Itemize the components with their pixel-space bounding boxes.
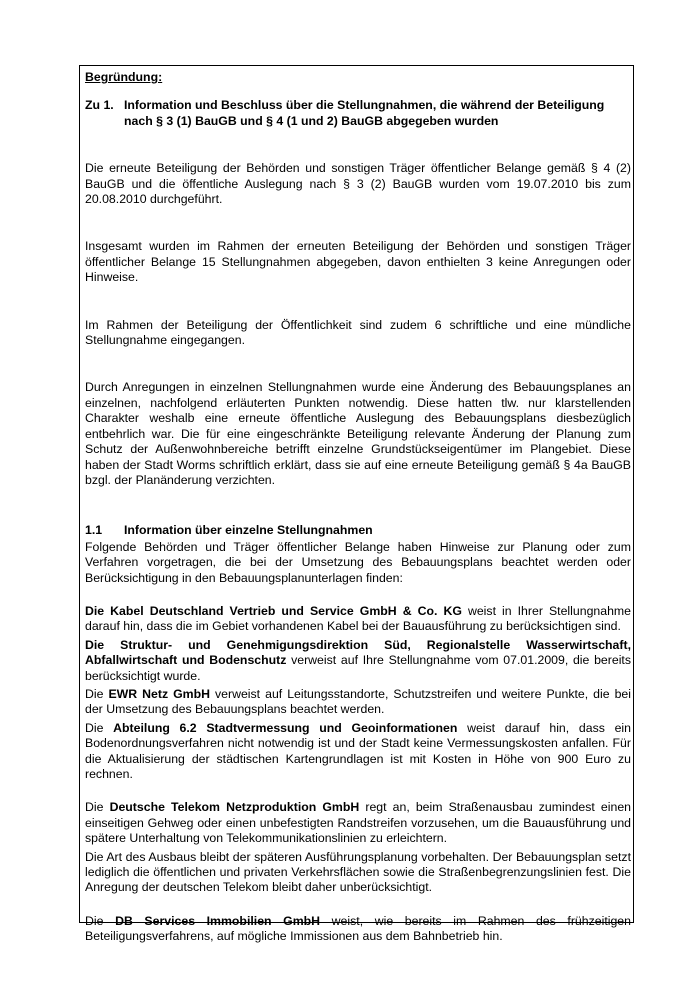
org-name: EWR Netz GmbH (108, 686, 210, 701)
section-1-1-intro: Folgende Behörden und Träger öffentlicher Belange haben Hinweise zur Planung oder zum Verfahren vorgetragen, die bei der Umsetzung des Bebauungsplans beachtet werden oder Berücksichtigung in den Bebauungsplanunterlagen finden: (85, 539, 631, 585)
document-body (85, 70, 631, 945)
paragraph-public-statements: Im Rahmen der Beteiligung der Öffentlichkeit sind zudem 6 schriftliche und eine mündliche Stellungnahme eingegangen. (85, 317, 631, 348)
section-heading: Begründung: (85, 70, 163, 84)
statement-deutsche-telekom: Die Deutsche Telekom Netzproduktion GmbH regt an, beim Straßenausbau zumindest einen einseitigen Gehweg oder einen unbefestigten Randstreifen vorzusehen, um die Bauausführung und spätere Unterhaltung von Telekommunikationslinien zu erleichtern. (85, 800, 631, 846)
statement-sgd-sued: Die Struktur- und Genehmigungsdirektion Süd, Regionalstelle Wasserwirtschaft, Abfallwirtschaft und Bodenschutz verweist auf Ihre Stellungnahme vom 07.01.2009, die bereits berücksichtigt wurde. (85, 637, 631, 683)
org-name: Deutsche Telekom Netzproduktion GmbH (109, 800, 360, 815)
org-name: Die Kabel Deutschland Vertrieb und Service GmbH & Co. KG (85, 603, 462, 618)
paragraph-statement-count: Insgesamt wurden im Rahmen der erneuten Beteiligung der Behörden und sonstigen Träger öffentlicher Belange 15 Stellungnahmen abgegeben, davon enthielten 3 keine Anregungen oder Hinweise. (85, 239, 631, 285)
section-1-1-heading (85, 523, 631, 538)
paragraph-plan-changes: Durch Anregungen in einzelnen Stellungnahmen wurde eine Änderung des Bebauungsplanes an einzelnen, nachfolgend erläuterten Punkten notwendig. Diese hatten tlw. nur klarstellenden Charakter weshalb eine erneute öffentliche Auslegung des Bebauungsplans diesbezüglich entbehrlich war. Die für eine eingeschränkte Beteiligung relevante Änderung der Planung zum Schutz der Außenwohnbereiche betrifft einzelne Grundstückseigentümer im Plangebiet. Diese haben der Stadt Worms schriftlich erklärt, dass sie auf eine erneute Beteiligung gemäß § 4a BauGB bzgl. der Planänderung verzichten. (85, 380, 631, 487)
statement-db-services: Die DB Services Immobilien GmbH weist, wie bereits im Rahmen des frühzeitigen Beteiligungsverfahrens, auf mögliche Immissionen aus dem Bahnbetrieb hin. (85, 913, 631, 944)
org-name: DB Services Immobilien GmbH (115, 913, 321, 928)
org-name: Die Struktur- und Genehmigungsdirektion Süd, Regionalstelle Wasserwirtschaft, Abfallwirtschaft und Bodenschutz (85, 637, 631, 668)
paragraph-participation: Die erneute Beteiligung der Behörden und sonstigen Träger öffentlicher Belange gemäß § 4 (2) BauGB und die öffentliche Auslegung nach § 3 (2) BauGB wurden vom 19.07.2010 bis zum 20.08.2010 durchgeführt. (85, 161, 631, 207)
section-1-1-number: 1.1 (85, 523, 103, 538)
statement-ewr-netz: Die EWR Netz GmbH verweist auf Leitungsstandorte, Schutzstreifen und weitere Punkte, die bei der Umsetzung des Bebauungsplans beachtet werden. (85, 686, 631, 717)
zu1-title: Information und Beschluss über die Stellungnahmen, die während der Beteiligung nach § 3 (1) BauGB und § 4 (1 und 2) BauGB abgegeben wurden (124, 98, 605, 128)
statement-kabel-deutschland: Die Kabel Deutschland Vertrieb und Service GmbH & Co. KG weist in Ihrer Stellungnahme darauf hin, dass die im Gebiet vorhandenen Kabel bei der Bauausführung zu berücksichtigen sind. (85, 603, 632, 634)
statement-telekom-response: Die Art des Ausbaus bleibt der späteren Ausführungsplanung vorbehalten. Der Bebauungsplan setzt lediglich die öffentlichen und privaten Verkehrsflächen sowie die Straßenbegrenzungslinien fest. Die Anregung der deutschen Telekom bleibt daher unberücksichtigt. (85, 849, 631, 895)
org-name: Abteilung 6.2 Stadtvermessung und Geoinformationen (113, 720, 458, 735)
zu1-number: Zu 1. (85, 98, 114, 113)
section-1-1-title: Information über einzelne Stellungnahmen (124, 523, 373, 538)
zu1-heading (85, 98, 631, 129)
statement-stadtvermessung: Die Abteilung 6.2 Stadtvermessung und Geoinformationen weist darauf hin, dass ein Bodenordnungsverfahren nicht notwendig ist und der Stadt keine Vermessungskosten anfallen. Für die Aktualisierung der städtischen Kartengrundlagen ist mit Kosten in Höhe von 900 Euro zu rechnen. (85, 720, 631, 781)
